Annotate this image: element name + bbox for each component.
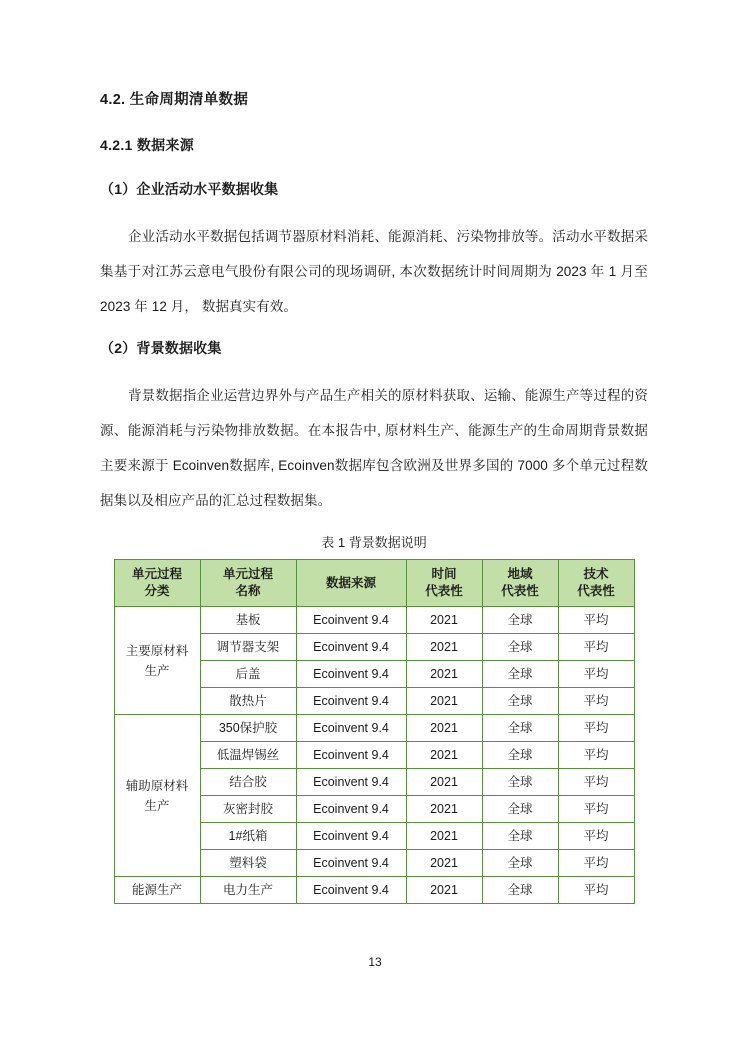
cell-data-source: Ecoinvent 9.4: [296, 850, 406, 877]
cell-process-name: 塑料袋: [200, 850, 296, 877]
cell-region: 全球: [482, 823, 558, 850]
cell-time: 2021: [406, 661, 482, 688]
header-line: 单元过程: [131, 567, 182, 581]
table-row: [114, 607, 634, 634]
cell-region: 全球: [482, 715, 558, 742]
cell-region: 全球: [482, 742, 558, 769]
list-item-1-heading: （1）企业活动水平数据收集: [100, 181, 279, 197]
cell-tech: 平均: [558, 607, 634, 634]
group-label-line: 生产: [144, 798, 170, 813]
page-number: 13: [368, 955, 382, 969]
cell-data-source: Ecoinvent 9.4: [296, 877, 406, 904]
cell-time: 2021: [406, 688, 482, 715]
cell-process-name: 电力生产: [200, 877, 296, 904]
cell-time: 2021: [406, 607, 482, 634]
subsection-heading: 4.2.1 数据来源: [100, 137, 195, 153]
page-content: [100, 88, 648, 904]
cell-process-name: 低温焊锡丝: [200, 742, 296, 769]
col-header-process-category: [114, 560, 200, 607]
cell-process-name: 散热片: [200, 688, 296, 715]
header-line: 代表性: [425, 584, 463, 598]
header-line: 分类: [144, 584, 170, 598]
cell-tech: 平均: [558, 742, 634, 769]
header-line: 代表性: [577, 584, 615, 598]
col-header-data-source: [296, 560, 406, 607]
cell-time: 2021: [406, 850, 482, 877]
cell-time: 2021: [406, 742, 482, 769]
cell-time: 2021: [406, 769, 482, 796]
cell-data-source: Ecoinvent 9.4: [296, 607, 406, 634]
cell-tech: 平均: [558, 877, 634, 904]
header-line: 地域: [507, 567, 533, 581]
table-caption: 表 1 背景数据说明: [321, 535, 427, 550]
cell-process-name: 调节器支架: [200, 634, 296, 661]
cell-region: 全球: [482, 634, 558, 661]
cell-region: 全球: [482, 877, 558, 904]
header-line: 代表性: [501, 584, 539, 598]
cell-tech: 平均: [558, 688, 634, 715]
list-item-2-heading: （2）背景数据收集: [100, 340, 222, 356]
cell-data-source: Ecoinvent 9.4: [296, 661, 406, 688]
group-label-line: 辅助原材料: [125, 778, 189, 793]
section-heading: 4.2. 生命周期清单数据: [100, 92, 249, 108]
cell-time: 2021: [406, 715, 482, 742]
cell-region: 全球: [482, 607, 558, 634]
header-line: 技术: [583, 567, 609, 581]
col-header-time-representativeness: [406, 560, 482, 607]
cell-region: 全球: [482, 850, 558, 877]
header-line: 时间: [431, 567, 457, 581]
cell-time: 2021: [406, 877, 482, 904]
cell-tech: 平均: [558, 796, 634, 823]
header-line: 单元过程: [222, 567, 273, 581]
cell-process-name: 350保护胶: [200, 715, 296, 742]
cell-tech: 平均: [558, 715, 634, 742]
cell-time: 2021: [406, 796, 482, 823]
group-label-line: 生产: [144, 663, 170, 678]
table-row: [114, 715, 634, 742]
cell-data-source: Ecoinvent 9.4: [296, 634, 406, 661]
cell-data-source: Ecoinvent 9.4: [296, 688, 406, 715]
table-row: [114, 877, 634, 904]
cell-tech: 平均: [558, 661, 634, 688]
cell-process-name: 后盖: [200, 661, 296, 688]
group-cell-auxiliary-materials: [114, 715, 200, 877]
cell-data-source: Ecoinvent 9.4: [296, 823, 406, 850]
cell-region: 全球: [482, 796, 558, 823]
table-body: [114, 607, 634, 904]
group-label-line: 主要原材料: [125, 643, 189, 658]
header-line: 数据来源: [325, 575, 376, 590]
cell-region: 全球: [482, 688, 558, 715]
cell-tech: 平均: [558, 769, 634, 796]
cell-region: 全球: [482, 769, 558, 796]
header-line: 名称: [235, 584, 261, 598]
background-data-table: [114, 559, 635, 904]
cell-time: 2021: [406, 823, 482, 850]
cell-process-name: 结合胶: [200, 769, 296, 796]
cell-data-source: Ecoinvent 9.4: [296, 742, 406, 769]
table-header-row: [114, 560, 634, 607]
col-header-process-name: [200, 560, 296, 607]
group-cell-energy-production: 能源生产: [114, 877, 200, 904]
col-header-region-representativeness: [482, 560, 558, 607]
group-cell-main-materials: [114, 607, 200, 715]
cell-data-source: Ecoinvent 9.4: [296, 769, 406, 796]
cell-tech: 平均: [558, 850, 634, 877]
cell-data-source: Ecoinvent 9.4: [296, 715, 406, 742]
paragraph-activity-data: 企业活动水平数据包括调节器原材料消耗、能源消耗、污染物排放等。活动水平数据采集基于对江苏云意电气股份有限公司的现场调研, 本次数据统计时间周期为 2023 年 1 月至 2023 年 12 月， 数据真实有效。: [100, 229, 648, 314]
cell-region: 全球: [482, 661, 558, 688]
paragraph-background-data: 背景数据指企业运营边界外与产品生产相关的原材料获取、运输、能源生产等过程的资源、能源消耗与污染物排放数据。在本报告中, 原材料生产、能源生产的生命周期背景数据主要来源于 Ecoinven数据库, Ecoinven数据库包含欧洲及世界多国的 7000 多个单元过程数据集以及相应产品的汇总过程数据集。: [100, 388, 648, 508]
cell-data-source: Ecoinvent 9.4: [296, 796, 406, 823]
cell-process-name: 灰密封胶: [200, 796, 296, 823]
cell-tech: 平均: [558, 634, 634, 661]
col-header-tech-representativeness: [558, 560, 634, 607]
cell-process-name: 1#纸箱: [200, 823, 296, 850]
cell-process-name: 基板: [200, 607, 296, 634]
cell-time: 2021: [406, 634, 482, 661]
cell-tech: 平均: [558, 823, 634, 850]
